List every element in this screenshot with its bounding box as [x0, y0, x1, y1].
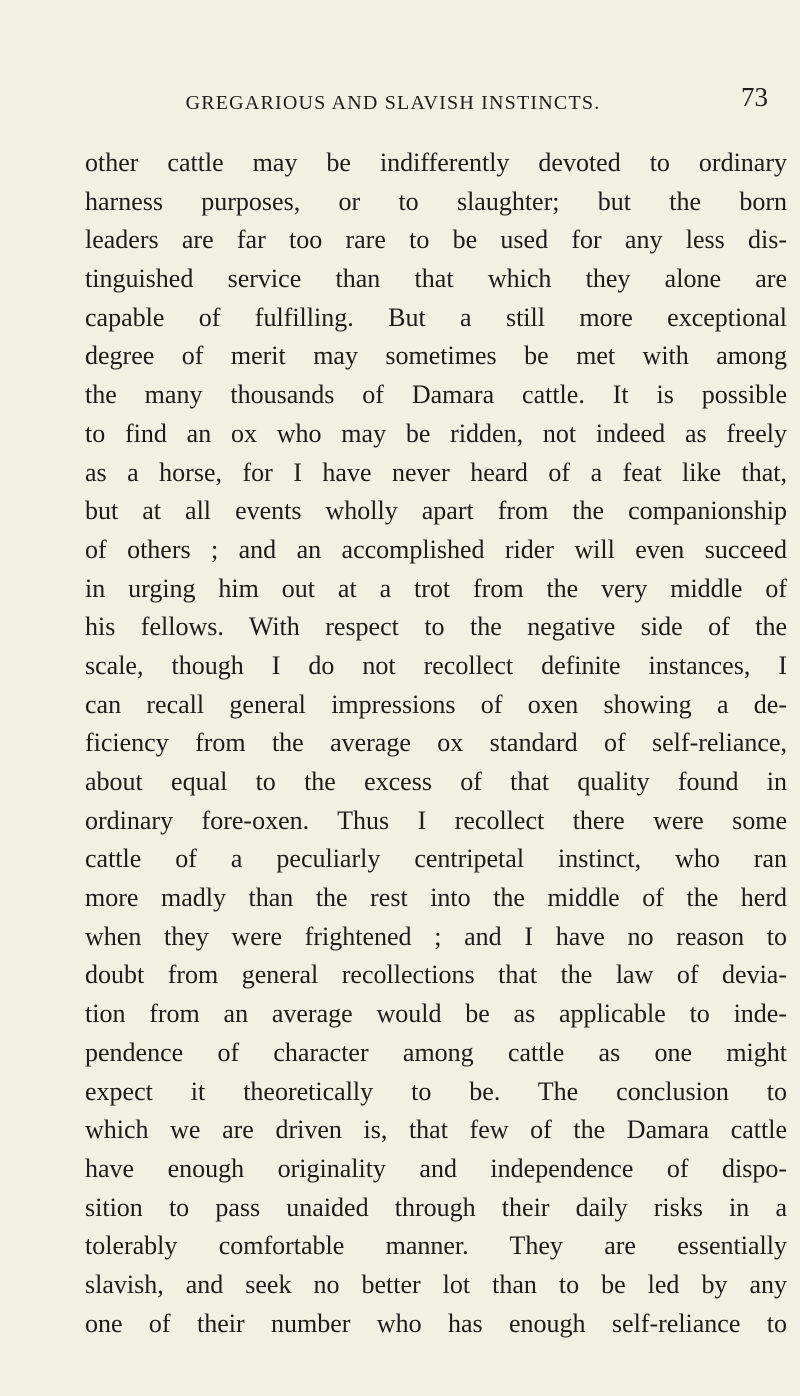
text-line: other cattle may be indifferently devoted to ordinary [85, 148, 787, 177]
text-line: slavish, and seek no better lot than to be led by any [85, 1269, 787, 1299]
text-line: doubt from general recollections that the law of devia- [85, 960, 787, 990]
page-number: 73 [741, 82, 768, 112]
running-header [88, 82, 768, 128]
text-line: his fellows. With respect to the negative side of the [85, 612, 787, 642]
text-line: one of their number who has enough self-reliance to [85, 1308, 787, 1338]
text-line: in urging him out at a trot from the very middle of [85, 573, 787, 603]
text-line: degree of merit may sometimes be met with among [85, 341, 787, 371]
text-line: about equal to the excess of that quality found in [85, 767, 787, 796]
text-line: but at all events wholly apart from the companionship [85, 496, 787, 526]
text-line: cattle of a peculiarly centripetal instinct, who ran [85, 844, 787, 874]
text-line: leaders are far too rare to be used for any less dis- [85, 225, 787, 255]
body-text [85, 144, 787, 1343]
text-line: ficiency from the average ox standard of self-reliance, [85, 728, 787, 758]
text-line: tinguished service than that which they alone are [85, 264, 787, 294]
text-line: ordinary fore-oxen. Thus I recollect there were some [85, 805, 787, 835]
text-line: harness purposes, or to slaughter; but the born [85, 186, 787, 216]
text-line: to find an ox who may be ridden, not indeed as freely [85, 418, 787, 448]
text-line: have enough originality and independence of dispo- [85, 1153, 787, 1183]
text-line: tion from an average would be as applicable to inde- [85, 999, 787, 1029]
running-title: GREGARIOUS AND SLAVISH INSTINCTS. [185, 92, 601, 114]
text-line: scale, though I do not recollect definite instances, I [85, 650, 787, 680]
text-line: capable of fulfilling. But a still more exceptional [85, 302, 787, 332]
text-line: tolerably comfortable manner. They are essentially [85, 1231, 787, 1261]
text-line: of others ; and an accomplished rider will even succeed [85, 534, 787, 564]
text-line: can recall general impressions of oxen showing a de- [85, 689, 787, 719]
text-line: when they were frightened ; and I have no reason to [85, 921, 787, 951]
text-line: pendence of character among cattle as one might [85, 1037, 787, 1067]
text-line: the many thousands of Damara cattle. It is possible [85, 380, 787, 410]
text-line: more madly than the rest into the middle of the herd [85, 883, 787, 913]
text-line: sition to pass unaided through their daily risks in a [85, 1192, 787, 1222]
text-line: expect it theoretically to be. The conclusion to [85, 1076, 787, 1106]
text-line: which we are driven is, that few of the Damara cattle [85, 1115, 787, 1145]
text-line: as a horse, for I have never heard of a feat like that, [85, 457, 787, 487]
